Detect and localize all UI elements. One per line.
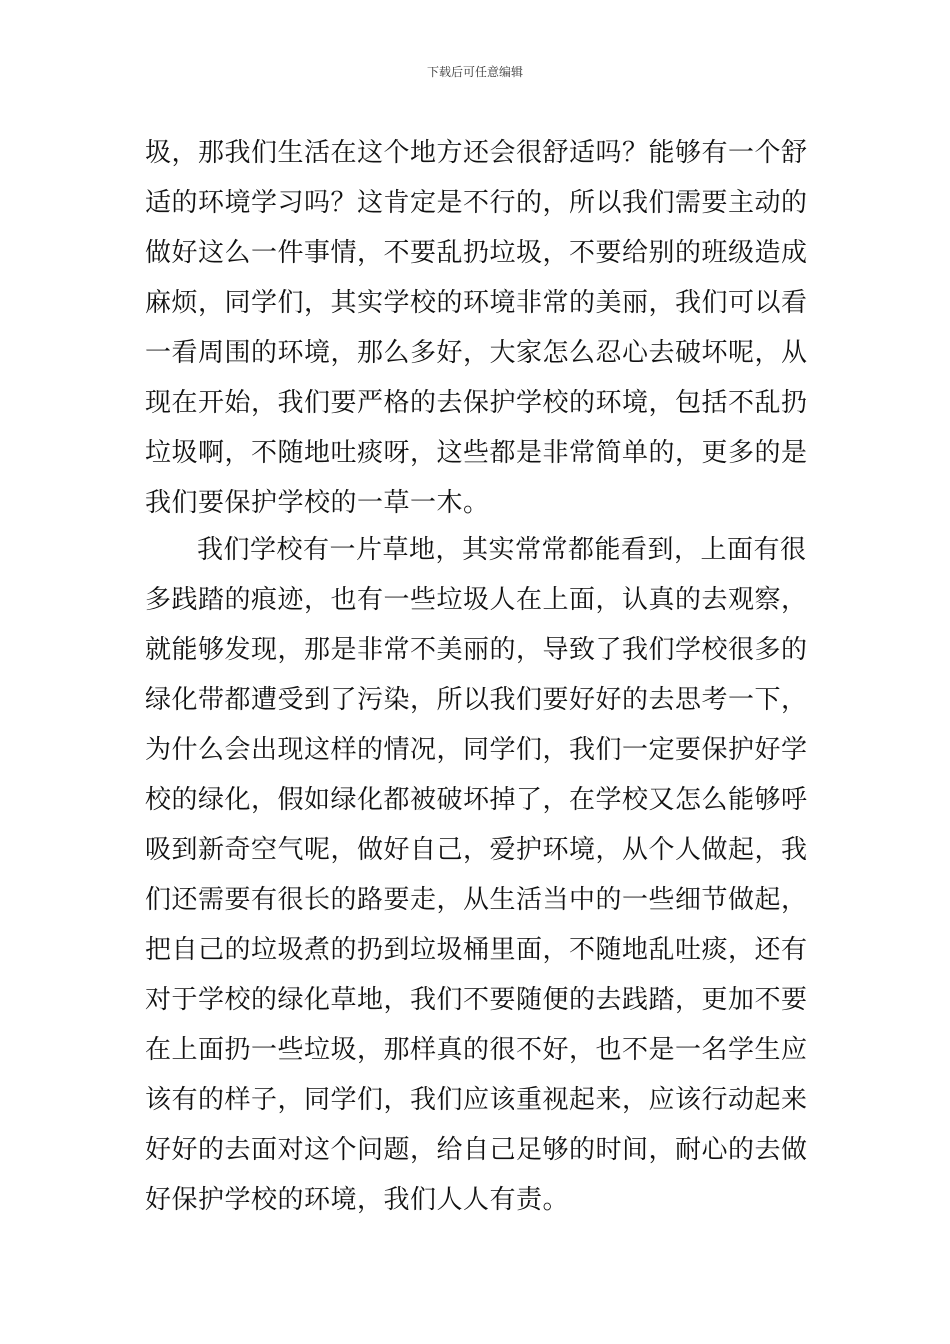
text-line: 圾，那我们生活在这个地方还会很舒适吗？能够有一个舒 (145, 138, 808, 168)
paragraph-2 (145, 525, 815, 1225)
text-line: 该有的样子，同学们，我们应该重视起来，应该行动起来 (145, 1085, 808, 1115)
text-line: 把自己的垃圾煮的扔到垃圾桶里面，不随地乱吐痰，还有 (145, 935, 808, 965)
text-line: 绿化带都遭受到了污染，所以我们要好好的去思考一下， (145, 685, 808, 715)
text-line: 麻烦，同学们，其实学校的环境非常的美丽，我们可以看 (145, 288, 808, 318)
paragraph-1 (145, 128, 815, 528)
text-line: 垃圾啊，不随地吐痰呀，这些都是非常简单的，更多的是 (145, 438, 808, 468)
text-line: 校的绿化，假如绿化都被破坏掉了，在学校又怎么能够呼 (145, 785, 808, 815)
text-line: 好保护学校的环境，我们人人有责。 (145, 1185, 570, 1215)
text-line: 就能够发现，那是非常不美丽的，导致了我们学校很多的 (145, 635, 808, 665)
text-line: 多践踏的痕迹，也有一些垃圾人在上面，认真的去观察， (145, 585, 808, 615)
text-line: 吸到新奇空气呢，做好自己，爱护环境，从个人做起，我 (145, 835, 808, 865)
text-line: 现在开始，我们要严格的去保护学校的环境，包括不乱扔 (145, 388, 808, 418)
text-line: 为什么会出现这样的情况，同学们，我们一定要保护好学 (145, 735, 808, 765)
text-line: 我们学校有一片草地，其实常常都能看到，上面有很 (197, 535, 807, 565)
text-line: 对于学校的绿化草地，我们不要随便的去践踏，更加不要 (145, 985, 808, 1015)
text-line: 好好的去面对这个问题，给自己足够的时间，耐心的去做 (145, 1135, 808, 1165)
text-line: 我们要保护学校的一草一木。 (145, 488, 490, 518)
text-line: 做好这么一件事情，不要乱扔垃圾，不要给别的班级造成 (145, 238, 808, 268)
header-note: 下载后可任意编辑 (426, 65, 523, 79)
text-line: 在上面扔一些垃圾，那样真的很不好，也不是一名学生应 (145, 1035, 808, 1065)
text-line: 一看周围的环境，那么多好，大家怎么忍心去破坏呢，从 (145, 338, 808, 368)
text-line: 们还需要有很长的路要走，从生活当中的一些细节做起， (145, 885, 808, 915)
text-line: 适的环境学习吗？这肯定是不行的，所以我们需要主动的 (145, 188, 808, 218)
